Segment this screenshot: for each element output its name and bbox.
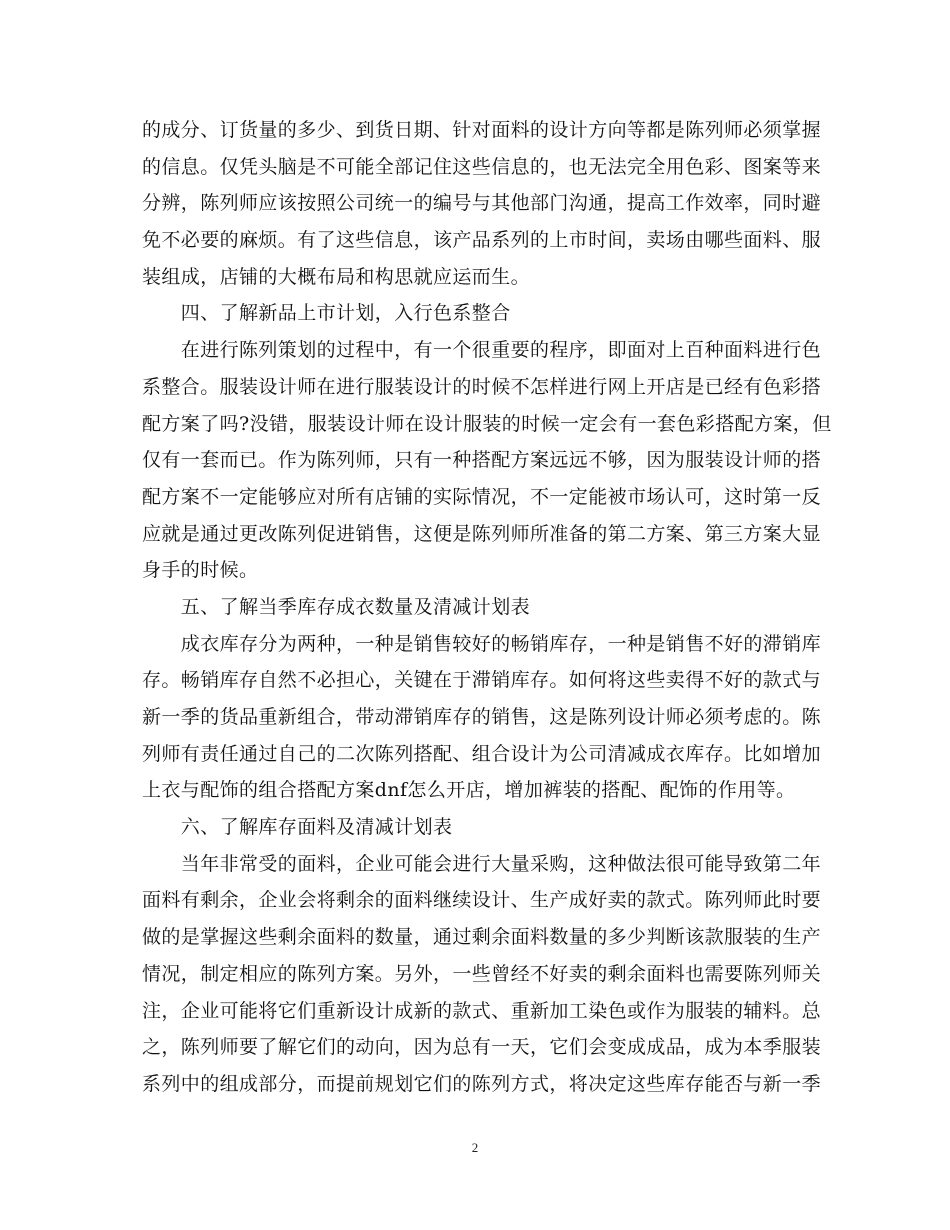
text-line: 系列中的组成部分，而提前规划它们的陈列方式，将决定这些库存能否与新一季 [142, 1072, 822, 1095]
text-line: 在进行陈列策划的过程中，有一个很重要的程序，即面对上百种面料进行色 [142, 339, 822, 362]
text-line: 注，企业可能将它们重新设计成新的款式、重新加工染色或作为服装的辅料。总 [142, 999, 822, 1022]
text-line: 成衣库存分为两种，一种是销售较好的畅销库存，一种是销售不好的滞销库 [142, 632, 822, 655]
section-heading: 六、了解库存面料及清减计划表 [142, 816, 453, 839]
text-line: 的信息。仅凭头脑是不可能全部记住这些信息的，也无法完全用色彩、图案等来 [142, 155, 822, 178]
text-line: 存。畅销库存自然不必担心，关键在于滞销库存。如何将这些卖得不好的款式与 [142, 669, 822, 692]
text-line: 系整合。服装设计师在进行服装设计的时候不怎样进行网上开店是已经有色彩搭 [142, 375, 822, 398]
text-line: 做的是掌握这些剩余面料的数量，通过剩余面料数量的多少判断该款服装的生产 [142, 926, 822, 949]
text-line: 上衣与配饰的组合搭配方案dnf怎么开店，增加裤装的搭配、配饰的作用等。 [142, 779, 796, 802]
text-line: 配方案了吗?没错，服装设计师在设计服装的时候一定会有一套色彩搭配方案，但 [142, 412, 832, 435]
text-line: 仅有一套而已。作为陈列师，只有一种搭配方案远远不够，因为服装设计师的搭 [142, 449, 822, 472]
text-line: 新一季的货品重新组合，带动滞销库存的销售，这是陈列设计师必须考虑的。陈 [142, 706, 822, 728]
page-number: 2 [471, 1140, 479, 1155]
text-line: 分辨，陈列师应该按照公司统一的编号与其他部门沟通，提高工作效率，同时避 [142, 192, 822, 215]
text-line: 配方案不一定能够应对所有店铺的实际情况，不一定能被市场认可，这时第一反 [142, 485, 822, 508]
text-line: 当年非常受的面料，企业可能会进行大量采购，这种做法很可能导致第二年 [142, 852, 822, 875]
text-line: 情况，制定相应的陈列方案。另外，一些曾经不好卖的剩余面料也需要陈列师关 [142, 962, 822, 985]
document-body [142, 112, 832, 1103]
text-line: 面料有剩余，企业会将剩余的面料继续设计、生产成好卖的款式。陈列师此时要 [142, 889, 822, 912]
text-line: 之，陈列师要了解它们的动向，因为总有一天，它们会变成成品，成为本季服装 [142, 1036, 822, 1059]
text-line: 免不必要的麻烦。有了这些信息，该产品系列的上市时间，卖场由哪些面料、服 [142, 229, 822, 252]
section-heading: 四、了解新品上市计划，入行色系整合 [142, 302, 511, 325]
text-line: 列师有责任通过自己的二次陈列搭配、组合设计为公司清减成衣库存。比如增加 [142, 742, 822, 765]
text-line: 的成分、订货量的多少、到货日期、针对面料的设计方向等都是陈列师必须掌握 [142, 119, 822, 141]
section-heading: 五、了解当季库存成衣数量及清减计划表 [142, 595, 531, 618]
text-line: 装组成，店铺的大概布局和构思就应运而生。 [142, 265, 531, 288]
text-line: 身手的时候。 [142, 559, 259, 582]
text-line: 应就是通过更改陈列促进销售，这便是陈列师所准备的第二方案、第三方案大显 [142, 522, 822, 545]
